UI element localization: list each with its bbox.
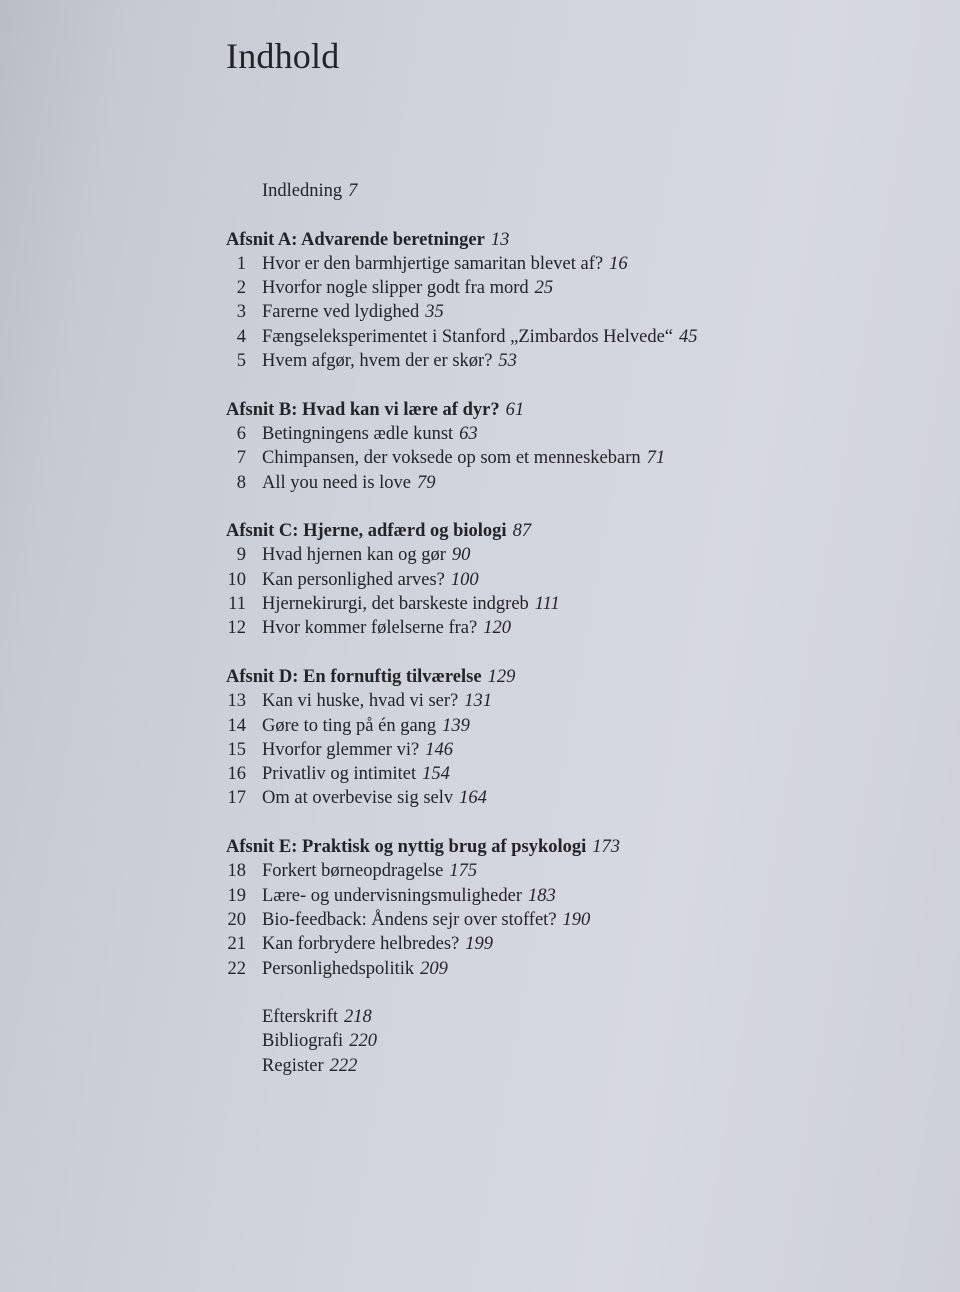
- toc-page-number: 164: [459, 788, 487, 809]
- chapter-title: Chimpansen, der voksede op som et menneskebarn: [262, 448, 641, 469]
- toc-page-number: 13: [490, 229, 510, 250]
- toc-page-number: 139: [442, 715, 470, 736]
- toc-page-number: 209: [420, 958, 448, 979]
- toc-section-heading: [226, 835, 926, 859]
- section-title: Afsnit A: Advarende beretninger: [226, 229, 485, 250]
- chapter-number: 11: [228, 594, 246, 615]
- chapter-number: 4: [236, 326, 246, 347]
- toc-chapter-entry: [226, 422, 926, 446]
- chapter-number: 7: [236, 448, 246, 469]
- toc-page-number: 16: [609, 253, 628, 274]
- chapter-title: Hjernekirurgi, det barskeste indgreb: [262, 594, 529, 615]
- chapter-number: 10: [227, 569, 246, 590]
- chapter-number: 5: [236, 351, 246, 372]
- toc-page-number: 7: [348, 181, 358, 201]
- chapter-title: Personlighedspolitik: [262, 958, 415, 979]
- toc-chapter-entry: [226, 592, 926, 616]
- toc-page-number: 90: [451, 545, 471, 566]
- toc-section-heading: [226, 398, 926, 422]
- toc-page-number: 220: [349, 1031, 377, 1052]
- chapter-title: Hvad hjernen kan og gør: [262, 545, 446, 566]
- toc-page-number: 35: [425, 302, 444, 323]
- chapter-number: 9: [236, 545, 246, 566]
- toc-page-number: 120: [483, 618, 511, 639]
- toc-chapter-entry: [226, 276, 926, 300]
- toc-chapter-entry: [226, 543, 926, 567]
- toc-appendix: [226, 1005, 926, 1078]
- chapter-title: Hvem afgør, hvem der er skør?: [262, 351, 493, 372]
- chapter-title: Privatliv og intimitet: [262, 764, 417, 785]
- toc-chapter-entry: [226, 616, 926, 640]
- toc-chapter-entry: [226, 300, 926, 324]
- toc-section-heading: [226, 665, 926, 689]
- chapter-title: Om at overbevise sig selv: [262, 788, 454, 809]
- chapter-title: Fængseleksperimentet i Stanford „Zimbardos Helvede“: [262, 326, 674, 347]
- toc-intro-entry: [226, 179, 926, 203]
- toc-page-number: 199: [465, 934, 493, 955]
- toc-chapter-entry: [226, 446, 926, 470]
- table-of-contents: [226, 179, 926, 1078]
- section-title: Afsnit B: Hvad kan vi lære af dyr?: [226, 399, 500, 420]
- chapter-number: 14: [227, 715, 246, 736]
- toc-entry-label: Indledning: [262, 181, 343, 201]
- toc-page-number: 100: [450, 569, 479, 590]
- chapter-title: Hvor kommer følelserne fra?: [262, 618, 478, 639]
- chapter-number: 17: [227, 788, 246, 809]
- chapter-number: 2: [236, 278, 246, 299]
- toc-chapter-entry: [226, 714, 926, 738]
- toc-chapter-entry: [226, 252, 926, 276]
- toc-entry-label: Efterskrift: [262, 1007, 339, 1028]
- toc-section-heading: [226, 519, 926, 543]
- chapter-number: 15: [227, 739, 246, 760]
- toc-chapter-entry: [226, 349, 926, 373]
- toc-page-number: 25: [534, 278, 554, 299]
- toc-page-number: 45: [679, 326, 698, 347]
- toc-page-number: 190: [562, 909, 591, 930]
- chapter-title: Kan vi huske, hvad vi ser?: [262, 691, 459, 712]
- toc-page-number: 71: [646, 448, 666, 469]
- chapter-title: Hvorfor glemmer vi?: [262, 739, 420, 760]
- chapter-number: 22: [227, 958, 246, 979]
- toc-chapter-entry: [226, 957, 926, 981]
- chapter-number: 1: [236, 253, 246, 274]
- toc-appendix-entry: [226, 1029, 926, 1053]
- section-title: Afsnit C: Hjerne, adfærd og biologi: [226, 521, 507, 542]
- toc-section-heading: [226, 228, 926, 252]
- chapter-number: 6: [236, 423, 246, 444]
- toc-chapter-entry: [226, 932, 926, 956]
- chapter-title: Kan personlighed arves?: [262, 569, 445, 590]
- toc-appendix-entry: [226, 1054, 926, 1078]
- chapter-title: Gøre to ting på én gang: [262, 715, 437, 736]
- toc-chapter-entry: [226, 689, 926, 713]
- toc-page-number: 131: [464, 691, 493, 712]
- chapter-number: 21: [227, 934, 246, 955]
- toc-page-number: 175: [449, 861, 478, 882]
- chapter-title: Kan forbrydere helbredes?: [262, 934, 460, 955]
- toc-entry-label: Register: [262, 1055, 324, 1076]
- toc-page-number: 111: [534, 594, 560, 615]
- toc-appendix-entry: [226, 1005, 926, 1029]
- toc-chapter-entry: [226, 471, 926, 495]
- toc-page-number: 146: [425, 739, 453, 760]
- chapter-title: Hvor er den barmhjertige samaritan blevet af?: [262, 253, 604, 274]
- toc-chapter-entry: [226, 325, 926, 349]
- page-title: Indhold: [226, 36, 340, 76]
- toc-page-number: 154: [422, 764, 450, 785]
- toc-entry-label: Bibliografi: [262, 1031, 344, 1052]
- chapter-number: 8: [236, 472, 246, 493]
- chapter-number: 13: [227, 691, 246, 712]
- toc-sections: [226, 228, 926, 1006]
- toc-page-number: 61: [505, 399, 525, 420]
- toc-chapter-entry: [226, 859, 926, 883]
- toc-chapter-entry: [226, 908, 926, 932]
- toc-chapter-entry: [226, 762, 926, 786]
- toc-page-number: 173: [592, 837, 621, 858]
- toc-page-number: 79: [417, 472, 436, 493]
- chapter-title: Bio-feedback: Åndens sejr over stoffet?: [262, 909, 557, 930]
- chapter-title: All you need is love: [262, 472, 412, 493]
- toc-page-number: 218: [344, 1007, 372, 1028]
- toc-page-number: 183: [527, 885, 556, 906]
- toc-chapter-entry: [226, 568, 926, 592]
- toc-page-number: 53: [498, 351, 517, 372]
- chapter-title: Forkert børneopdragelse: [262, 861, 444, 882]
- chapter-number: 20: [227, 909, 246, 930]
- chapter-number: 3: [236, 302, 246, 323]
- chapter-title: Lære- og undervisningsmuligheder: [262, 885, 522, 906]
- toc-page-number: 129: [487, 666, 516, 687]
- toc-page-number: 87: [512, 521, 532, 542]
- chapter-number: 18: [227, 861, 246, 882]
- toc-chapter-entry: [226, 738, 926, 762]
- toc-page-number: 222: [329, 1055, 358, 1076]
- chapter-title: Farerne ved lydighed: [262, 302, 420, 323]
- toc-page-number: 63: [459, 423, 478, 444]
- chapter-number: 12: [227, 618, 246, 639]
- chapter-number: 19: [227, 885, 246, 906]
- chapter-number: 16: [227, 764, 246, 785]
- chapter-title: Betingningens ædle kunst: [262, 423, 454, 444]
- chapter-title: Hvorfor nogle slipper godt fra mord: [262, 278, 529, 299]
- section-title: Afsnit D: En fornuftig tilværelse: [226, 666, 482, 687]
- toc-chapter-entry: [226, 884, 926, 908]
- section-title: Afsnit E: Praktisk og nyttig brug af psykologi: [226, 837, 587, 858]
- toc-chapter-entry: [226, 786, 926, 810]
